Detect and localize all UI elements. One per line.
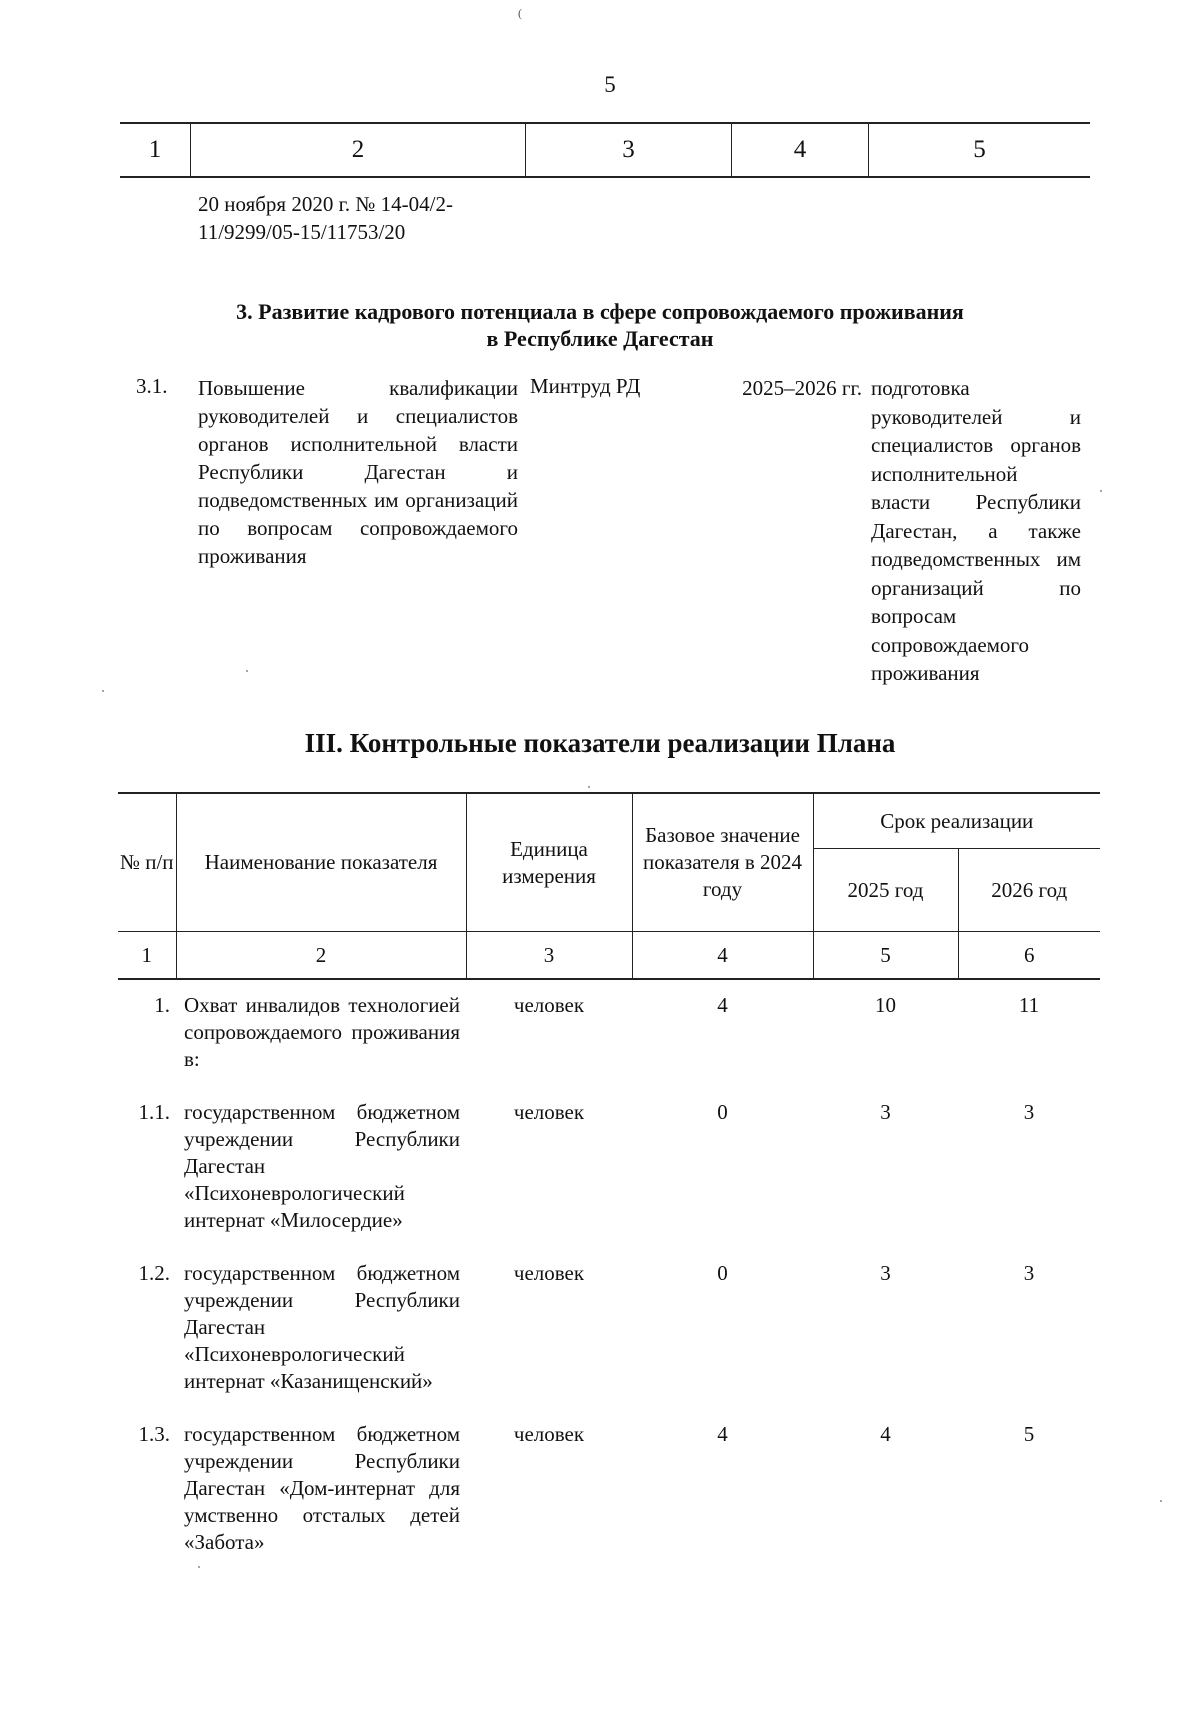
row-num: 1.3. [138,1422,170,1446]
continuation-header-row [120,123,1090,177]
row-3-1-number: 3.1. [136,374,168,398]
column-number: 6 [958,932,1100,980]
row-unit: человек [513,1261,585,1285]
scan-speck [198,1566,200,1568]
row-name: государственном бюджетном учреждении Республики Дагестан «Психоневрологический интернат «Казанищенский» [184,1261,460,1393]
column-number-row [118,932,1100,980]
scan-speck [588,786,590,788]
row-num: 1.2. [138,1261,170,1285]
col-number-1: 1 [120,123,191,177]
column-number: 2 [176,932,466,980]
row-2025: 10 [875,993,896,1017]
scan-speck [1160,1500,1162,1502]
row-3-1-term: 2025–2026 гг. [742,376,862,400]
row-2026: 11 [1018,993,1040,1017]
row-name: государственном бюджетном учреждении Республики Дагестан «Дом-интернат для умственно отсталых детей «Забота» [184,1422,460,1554]
column-number: 4 [632,932,813,980]
row-2026: 3 [1023,1100,1035,1124]
table-row [118,1248,1100,1409]
column-number: 3 [466,932,632,980]
table-row [118,1409,1100,1570]
scan-speck [102,690,104,692]
header-2026: 2026 год [958,849,1100,932]
header-term: Срок реализации [813,793,1100,849]
col-number-4: 4 [732,123,869,177]
row-name: государственном бюджетном учреждении Республики Дагестан «Психоневрологический интернат «Милосердие» [184,1100,460,1232]
col-number-5: 5 [869,123,1091,177]
page-number: 5 [604,72,616,97]
header-unit: Единица измерения [466,793,632,932]
column-number: 1 [118,932,176,980]
row-unit: человек [513,993,585,1017]
row-base: 0 [717,1261,728,1285]
row-2025: 3 [880,1100,891,1124]
header-name: Наименование показателя [176,793,466,932]
row-unit: человек [513,1422,585,1446]
column-number: 5 [813,932,958,980]
row-3-1-executor: Минтруд РД [530,374,641,398]
row-2025: 3 [880,1261,891,1285]
table-header-row-1 [118,793,1100,849]
row-num: 1.1. [138,1100,170,1124]
scan-speck [246,670,248,672]
row-num: 1. [154,993,170,1017]
indicators-table [118,792,1100,1570]
carry-over-text: 20 ноября 2020 г. № 14-04/2-11/9299/05-15/11753/20 [198,192,453,244]
row-unit: человек [513,1100,585,1124]
part-3-heading: III. Контрольные показатели реализации Плана [304,728,896,758]
header-base: Базовое значение показателя в 2024 году [632,793,813,932]
scan-mark: ( [518,6,522,20]
row-base: 4 [717,993,728,1017]
section-3-heading-line2: в Республике Дагестан [486,326,714,351]
col-number-3: 3 [526,123,732,177]
col-number-2: 2 [191,123,526,177]
header-num: № п/п [118,793,176,932]
row-base: 4 [717,1422,728,1446]
row-base: 0 [717,1100,728,1124]
row-2026: 3 [1023,1261,1035,1285]
row-2025: 4 [880,1422,891,1446]
section-3-heading-line1: 3. Развитие кадрового потенциала в сфере сопровождаемого проживания [236,299,964,324]
scan-speck [1100,490,1102,492]
section-3-heading [150,298,1050,352]
table-row [118,979,1100,1087]
table-row [118,1087,1100,1248]
row-2026: 5 [1023,1422,1035,1446]
header-2025: 2025 год [813,849,958,932]
row-3-1-result: подготовка руководителей и специалистов органов исполнительной власти Республики Дагестан, а также подведомственных им организаций по вопросам сопровождаемого проживания [871,376,1081,685]
row-name: Охват инвалидов технологией сопровождаемого проживания в: [184,993,460,1071]
row-3-1-name: Повышение квалификации руководителей и специалистов органов исполнительной власти Республики Дагестан и подведомственных им организаций по вопросам сопровождаемого проживания [198,376,518,568]
continuation-header-table [120,122,1090,178]
